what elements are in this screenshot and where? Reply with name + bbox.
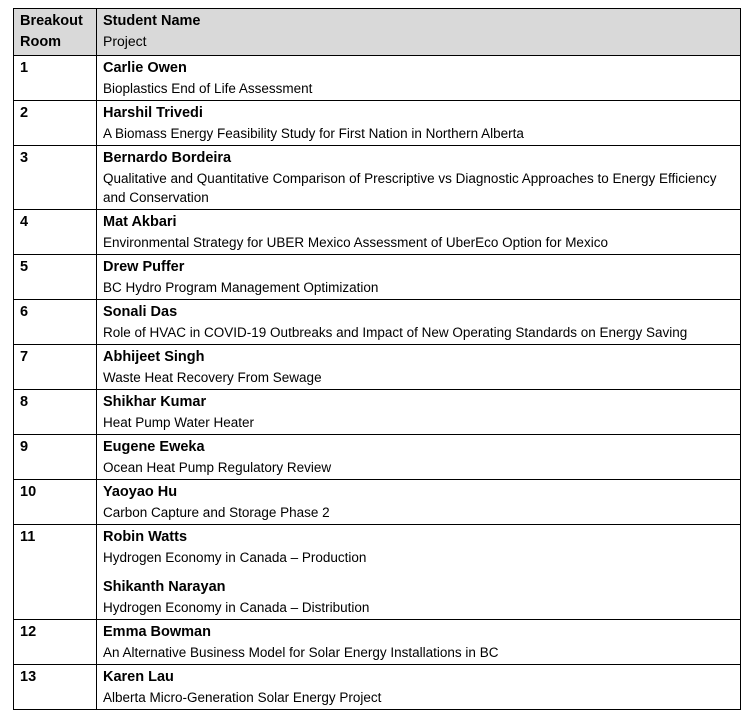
table-row [14,255,741,300]
student-project-cell [97,300,741,345]
project-title: Role of HVAC in COVID-19 Outbreaks and Impact of New Operating Standards on Energy Saving [103,325,688,340]
student-name: Shikanth Narayan [103,579,226,595]
student-name: Shikhar Kumar [103,394,207,410]
student-project-cell [97,435,741,480]
student-name: Emma Bowman [103,624,211,640]
project-title: Bioplastics End of Life Assessment [103,81,313,96]
breakout-room-number: 11 [14,525,97,620]
student-name: Abhijeet Singh [103,349,205,365]
project-title: Waste Heat Recovery From Sewage [103,370,322,385]
student-name: Harshil Trivedi [103,105,203,121]
breakout-room-number: 3 [14,146,97,210]
table-row [14,525,741,620]
table-row [14,300,741,345]
breakout-room-header-label: Breakout Room [20,13,83,50]
table-row [14,480,741,525]
student-name-header-label: Student Name [103,13,201,29]
student-name: Robin Watts [103,529,188,545]
breakout-room-number: 6 [14,300,97,345]
table-header-row [14,9,741,56]
breakout-room-number: 13 [14,665,97,710]
table-row [14,210,741,255]
breakout-room-number: 2 [14,101,97,146]
project-title: Environmental Strategy for UBER Mexico Assessment of UberEco Option for Mexico [103,235,608,250]
student-name: Mat Akbari [103,214,177,230]
student-name: Drew Puffer [103,259,185,275]
student-name: Carlie Owen [103,60,187,76]
project-title: Carbon Capture and Storage Phase 2 [103,505,330,520]
student-name: Sonali Das [103,304,178,320]
student-project-cell [97,101,741,146]
table-row [14,665,741,710]
table-row [14,620,741,665]
student-project-cell [97,345,741,390]
student-project-cell [97,146,741,210]
student-project-cell [97,620,741,665]
student-project-cell [97,525,741,620]
project-header-label: Project [103,33,147,49]
table-row [14,345,741,390]
breakout-room-number: 10 [14,480,97,525]
project-title: Alberta Micro-Generation Solar Energy Project [103,690,382,705]
project-title: Ocean Heat Pump Regulatory Review [103,460,332,475]
project-title: BC Hydro Program Management Optimization [103,280,379,295]
table-row [14,390,741,435]
breakout-room-number: 12 [14,620,97,665]
project-title: An Alternative Business Model for Solar Energy Installations in BC [103,645,499,660]
breakout-room-number: 8 [14,390,97,435]
student-name: Eugene Eweka [103,439,205,455]
student-project-header [97,9,741,56]
breakout-room-number: 7 [14,345,97,390]
project-title: Heat Pump Water Heater [103,415,255,430]
project-title: Hydrogen Economy in Canada – Distribution [103,600,370,615]
breakout-room-header [14,9,97,56]
breakout-room-table [13,8,741,710]
student-project-cell [97,56,741,101]
breakout-room-number: 9 [14,435,97,480]
entry-spacer [103,567,734,577]
table-row [14,435,741,480]
table-body [14,56,741,710]
table-row [14,101,741,146]
student-project-cell [97,210,741,255]
student-project-cell [97,255,741,300]
student-project-cell [97,390,741,435]
project-title: A Biomass Energy Feasibility Study for First Nation in Northern Alberta [103,126,524,141]
table-row [14,56,741,101]
breakout-room-number: 4 [14,210,97,255]
breakout-room-number: 5 [14,255,97,300]
student-project-cell [97,665,741,710]
student-name: Karen Lau [103,669,174,685]
project-title: Hydrogen Economy in Canada – Production [103,550,367,565]
student-name: Yaoyao Hu [103,484,178,500]
breakout-room-number: 1 [14,56,97,101]
project-title: Qualitative and Quantitative Comparison of Prescriptive vs Diagnostic Approaches to Energy Efficiency and Conservation [103,171,717,205]
student-project-cell [97,480,741,525]
student-name: Bernardo Bordeira [103,150,232,166]
table-row [14,146,741,210]
